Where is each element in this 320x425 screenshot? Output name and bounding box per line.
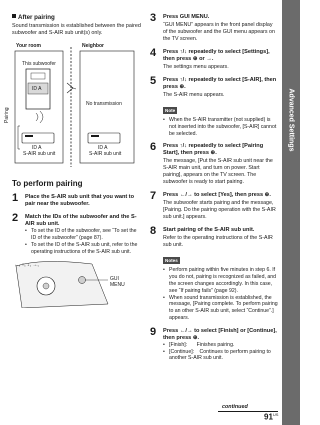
continued-label: continued [222, 404, 248, 410]
sub-unit-2-id-label: ID A [98, 145, 108, 152]
side-tab-label: Advanced Settings [287, 88, 295, 152]
sub-unit-2-label: S-AIR sub unit [89, 151, 122, 158]
intro-text: Sound transmission is established between the paired subwoofer and S-AIR sub unit(s) only. [12, 23, 141, 37]
note-badge: Note [165, 108, 176, 113]
pairing-label: Pairing [4, 107, 10, 124]
pairing-diagram [4, 43, 138, 171]
step-2: 2 Match the IDs of the subwoofer and the S-AIR sub unit. • To set the ID of the subwoofer, see “To set the ID of the subwoofer” (page 87). • To set the ID of the S-AIR sub unit, refer to the operating instructions of the S-AIR sub unit. [12, 214, 142, 255]
arrow-keys-label: ←, ↑, ↓, →, [14, 261, 39, 268]
step-1: 1 Place the S-AIR sub unit that you want to pair near the subwoofer. [12, 192, 135, 208]
your-room-label: Your room [16, 43, 41, 50]
subwoofer-id-label: ID A [32, 86, 42, 93]
list-item: • Perform pairing within five minutes in step 6. If you do not, pairing is recognized as failed, and the screen changes accordingly. In this case, see “If pairing fails” (page 92). [163, 267, 278, 294]
list-item: • To set the ID of the subwoofer, see “To set the ID of the subwoofer” (page 87). [25, 228, 142, 242]
square-bullet-icon [12, 14, 16, 18]
step-5: 5 Press ↑/↓ repeatedly to select [S-AIR], then press ⊕. The S-AIR menu appears. Note • When the S-AIR transmitter (not supplied) is not inserted into the subwoofer, [S-AIR] cannot be selected. [150, 77, 278, 137]
blocked-wave-icon [67, 83, 73, 93]
left-column [4, 0, 142, 308]
sub-unit-1-id-label: ID A [32, 145, 42, 152]
list-item: • [Continue]: Continues to perform pairing to another S-AIR sub unit. [163, 349, 278, 363]
step-7: 7 Press ←/→ to select [Yes], then press ⊕. The subwoofer starts pairing and the message, [Pairing. Do the pairing operation with the S-AIR sub unit.] appears. [150, 190, 276, 221]
step-3: 3 Press GUI MENU. “GUI MENU” appears in the front panel display of the subwoofer and the GUI menu appears on the TV screen. [150, 12, 275, 42]
list-item: • [Finish]: Finishes pairing. [163, 342, 278, 349]
remote-illustration [12, 260, 142, 308]
section-heading: After pairing [12, 14, 142, 21]
page-number: $91^{US}$ [264, 412, 279, 422]
gui-menu-label: GUI MENU [110, 275, 125, 288]
neighbor-label: Neighbor [82, 43, 104, 50]
step-9: 9 Press ←/→ to select [Finish] or [Continue], then press ⊕. • [Finish]: Finishes pairing. • [Continue]: Continues to perform pairing to another S-AIR sub unit. [150, 328, 278, 362]
s-air-sub-unit-icon [22, 133, 54, 143]
gui-menu-button [79, 276, 86, 283]
right-column [150, 0, 278, 362]
procedure-title: To perform pairing [12, 179, 83, 189]
list-item: • When sound transmission is established, the message, [Pairing complete. To perform pairing to an other S-AIR sub unit, select “Continue”.] appears. [163, 295, 278, 322]
step-8: 8 Start pairing of the S-AIR sub unit. Refer to the operating instructions of the S-AIR sub unit. Notes • Perform pairing within five minutes in step 6. If you do not, pairing is recognized as failed, and the screen changes accordingly. In this case, see “If pairing fails” (page 92). • When sound transmission is established, the message, [Pairing complete. To perform pairing to an other S-AIR sub unit, select “Continue”.] appears. [150, 227, 278, 321]
step-4: 4 Press ↑/↓ repeatedly to select [Settings], then press ⊕ or →. The settings menu appears. [150, 47, 270, 70]
list-item: • To set the ID of the S-AIR sub unit, refer to the operating instructions of the S-AIR sub unit. [25, 242, 142, 256]
no-transmission-label: No transmission [86, 101, 122, 108]
step-6: 6 Press ↑/↓ repeatedly to select [Pairing Start], then press ⊕. The message, [Put the S-AIR sub unit near the S-AIR main unit, and turn on power. Start pairing], appears on the TV screen. The subwoofer is ready to start pairing. [150, 141, 273, 186]
sub-unit-1-label: S-AIR sub unit [23, 151, 56, 158]
s-air-sub-unit-icon [88, 133, 120, 143]
notes-badge: Notes [165, 258, 178, 264]
list-item: • When the S-AIR transmitter (not supplied) is not inserted into the subwoofer, [S-AIR] cannot be selected. [163, 117, 278, 137]
this-subwoofer-label: This subwoofer [22, 61, 56, 68]
